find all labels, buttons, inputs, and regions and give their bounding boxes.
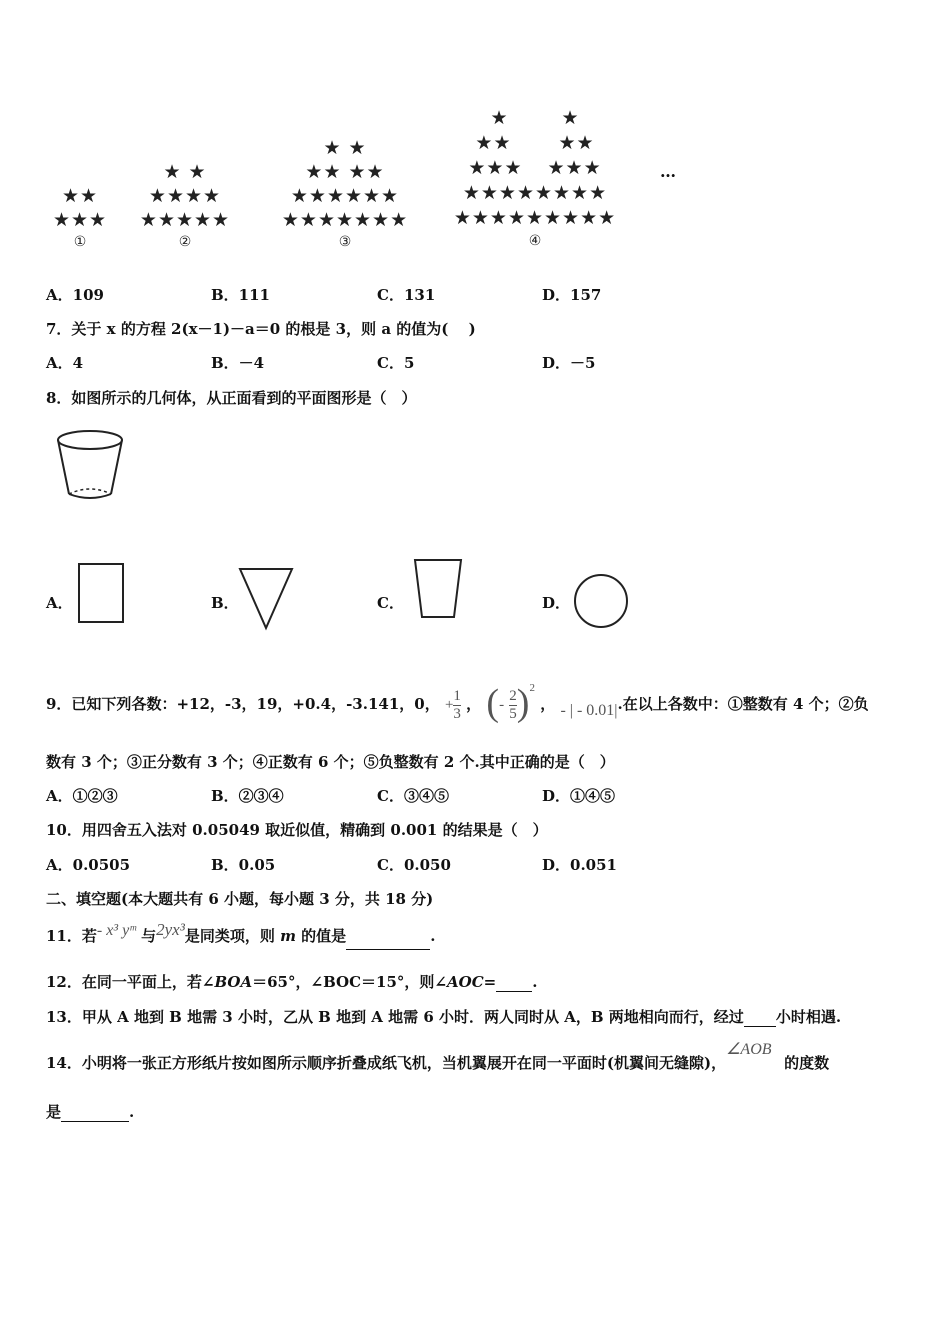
pattern-3-row: ★★★★★★	[290, 185, 400, 207]
q9-frac-sign: +	[444, 697, 454, 713]
q14-stem-line1	[46, 1038, 829, 1089]
q14-line2-prefix: 是	[46, 1103, 62, 1121]
q6-option-a: A．109	[46, 286, 104, 304]
q7-option-b: B．－4	[211, 354, 265, 372]
q6-option-d: D．157	[542, 286, 602, 304]
q9-paren-exponent: 2	[529, 682, 535, 694]
q9-paren-sign: -	[499, 697, 505, 713]
pattern-3-label: ③	[338, 234, 352, 250]
q11-var: m	[280, 927, 296, 945]
q9-suffix: .在以上各数中：①整数有 4 个；②负	[617, 695, 869, 713]
pattern-4-row: ★ ★	[490, 107, 580, 129]
q10-stem: 10．用四舍五入法对 0.05049 取近似值，精确到 0.001 的结果是（ ）	[46, 821, 548, 839]
q12-end: .	[532, 973, 538, 991]
pattern-4-row: ★★★★★★★★★	[453, 207, 617, 229]
q10-option-b: B．0.05	[211, 856, 276, 874]
cup-solid-figure	[52, 428, 128, 504]
q11-term2: 2yx³	[156, 920, 185, 939]
pattern-3	[260, 136, 430, 260]
q9-paren-close: )	[516, 682, 530, 724]
q7-option-c: C．5	[377, 354, 415, 372]
q9-option-a: A．①②③	[46, 787, 118, 805]
q12-stem	[46, 972, 537, 992]
q11-mid: 与	[141, 927, 157, 945]
circle-shape	[572, 572, 630, 630]
q14-stem-line2	[46, 1102, 134, 1122]
pattern-1-label: ①	[73, 234, 87, 250]
q10-option-c: C．0.050	[377, 856, 451, 874]
q9-paren-fraction	[509, 688, 517, 723]
trapezoid-shape	[412, 557, 464, 621]
q14-angle: ∠AOB	[726, 1041, 772, 1058]
q7-stem: 7．关于 x 的方程 2(x－1)－a＝0 的根是 3，则 a 的值为( )	[46, 320, 476, 338]
pattern-1	[40, 178, 120, 258]
pattern-3-row: ★★ ★★	[305, 161, 385, 183]
pattern-4-label: ④	[528, 233, 542, 249]
q14-end: .	[129, 1103, 135, 1121]
q11-suffix2: 的值是	[301, 927, 347, 945]
q11-term1: - x³ yᵐ	[96, 922, 136, 939]
q7-option-a: A．4	[46, 354, 84, 372]
q11-stem	[46, 920, 436, 950]
rectangle-shape	[77, 562, 127, 626]
pattern-1-row: ★★	[61, 185, 99, 207]
q6-option-b: B．111	[211, 286, 270, 304]
q11-prefix: 11．若	[46, 927, 97, 945]
pattern-2-row: ★★★★★	[139, 209, 231, 231]
q9-paren-den: 5	[509, 705, 517, 722]
q9-abs-expr: - | - 0.01|	[560, 702, 618, 719]
q11-suffix: 是同类项，则	[184, 927, 275, 945]
section-2-heading: 二、填空题(本大题共有 6 小题，每小题 3 分，共 18 分)	[46, 890, 434, 908]
pattern-1-row: ★★★	[52, 209, 108, 231]
pattern-2	[130, 160, 240, 260]
q12-aoc: AOC	[446, 973, 484, 991]
q9-stem-line2: 数有 3 个；③正分数有 3 个；④正数有 6 个；⑤负整数有 2 个.其中正确的是（ ）	[46, 753, 615, 771]
q9-frac-num: 1	[453, 687, 461, 704]
q12-boa: BOA	[214, 973, 253, 991]
q11-end: .	[430, 927, 436, 945]
triangle-shape	[237, 566, 295, 632]
q8-option-d: D．	[542, 594, 571, 612]
q8-option-c: C．	[377, 594, 404, 612]
q13-part-b: 小时相遇.	[775, 1008, 842, 1026]
q11-answer-blank[interactable]	[346, 933, 430, 950]
q14-part-a: 14．小明将一张正方形纸片按如图所示顺序折叠成纸飞机，当机翼展开在同一平面时(机翼间无缝隙)，	[46, 1054, 727, 1072]
q14-part-b: 的度数	[784, 1054, 830, 1072]
q12-part-b: ＝65°，∠BOC＝15°，则∠	[252, 973, 447, 991]
pattern-3-row: ★ ★	[323, 137, 367, 159]
q8-option-a: A．	[46, 594, 73, 612]
q9-option-c: C．③④⑤	[377, 787, 449, 805]
q8-stem: 8．如图所示的几何体，从正面看到的平面图形是（ ）	[46, 389, 417, 407]
pattern-2-label: ②	[178, 234, 192, 250]
pattern-4	[425, 106, 645, 260]
q13-stem	[46, 1007, 841, 1027]
q12-answer-blank[interactable]	[496, 975, 532, 992]
pattern-2-row: ★ ★	[163, 161, 207, 183]
q12-part-a: 12．在同一平面上，若∠	[46, 973, 215, 991]
q10-option-a: A．0.0505	[46, 856, 131, 874]
pattern-4-row: ★★ ★★	[475, 132, 595, 154]
q9-fraction	[453, 688, 461, 723]
q10-option-d: D．0.051	[542, 856, 617, 874]
q9-stem-line1: 9．已知下列各数：+12，-3，19，+0.4，-3.141，0， + $\frac{1}{3}$ ， (- $\frac{2}{5}$ )$^2$ ， - | - 0.01|.在以上各数中：①整数有 4 个；②负	[46, 682, 869, 724]
pattern-4-row: ★★★ ★★★	[468, 157, 602, 179]
pattern-2-row: ★★★★	[148, 185, 222, 207]
pattern-3-row: ★★★★★★★	[281, 209, 409, 231]
pattern-4-row: ★★★★★★★★	[462, 182, 608, 204]
q8-option-b: B．	[211, 594, 239, 612]
q9-option-d: D．①④⑤	[542, 787, 616, 805]
q14-answer-blank[interactable]	[61, 1105, 129, 1122]
q12-part-c: =	[483, 973, 497, 991]
q9-paren-open: (	[486, 682, 500, 724]
q9-paren-num: 2	[509, 687, 517, 704]
q13-part-a: 13．甲从 A 地到 B 地需 3 小时，乙从 B 地到 A 地需 6 小时．两人同时从 A，B 两地相向而行，经过	[46, 1008, 744, 1026]
q9-comma: ，	[466, 695, 482, 713]
q9-frac-den: 3	[453, 705, 461, 722]
pattern-ellipsis: …	[660, 162, 676, 181]
q6-option-c: C．131	[377, 286, 436, 304]
q9-prefix: 9．已知下列各数：+12，-3，19，+0.4，-3.141，0，	[46, 695, 440, 713]
q7-option-d: D．－5	[542, 354, 596, 372]
q9-option-b: B．②③④	[211, 787, 284, 805]
